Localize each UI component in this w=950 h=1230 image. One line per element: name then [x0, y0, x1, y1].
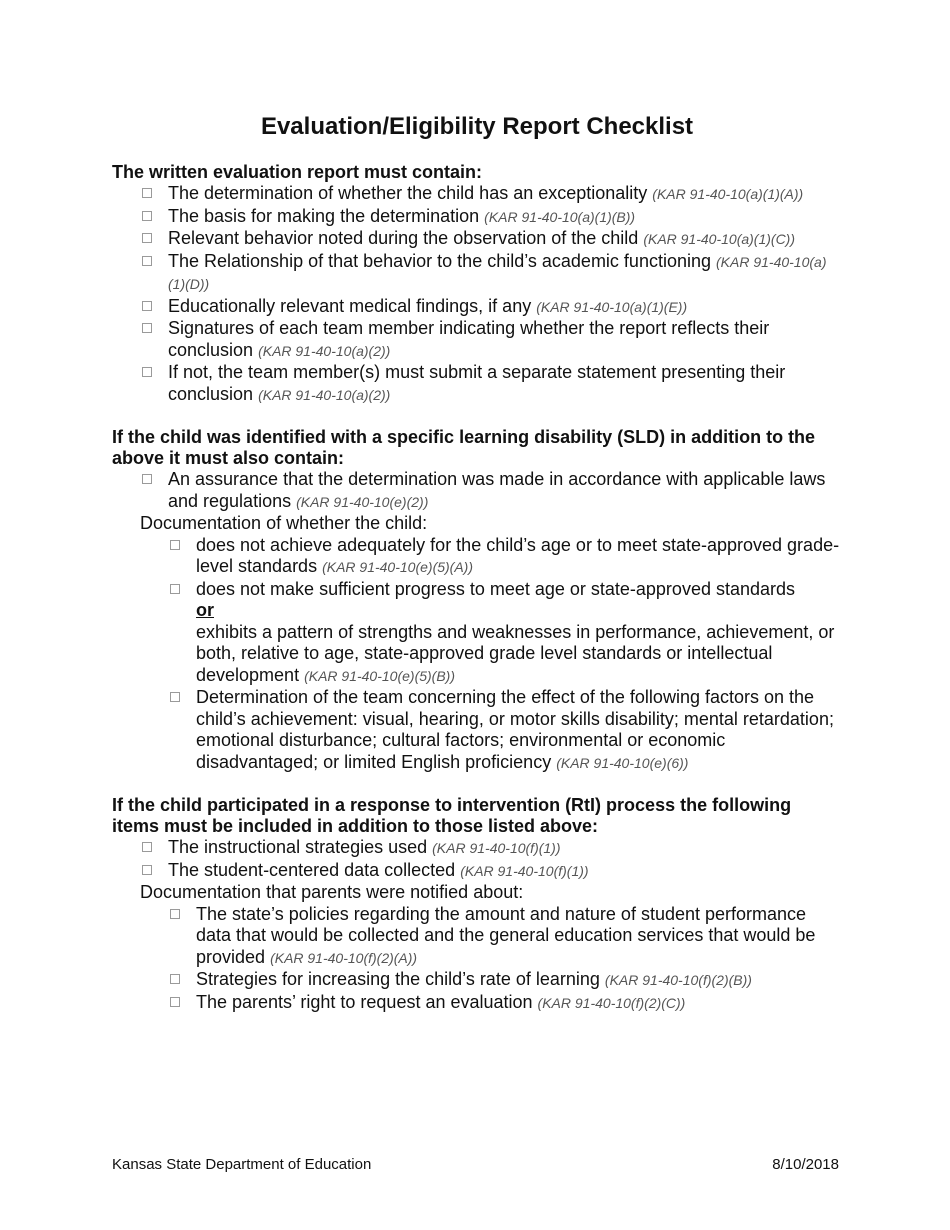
checklist-item — [112, 579, 842, 688]
item-text: does not make sufficient progress to meet age or state-approved standards — [196, 578, 796, 599]
checkbox[interactable] — [170, 997, 180, 1007]
item-text: The Relationship of that behavior to the child’s academic functioning — [168, 250, 716, 271]
citation: (KAR 91-40-10(a)(1)(B)) — [484, 208, 636, 225]
checkbox[interactable] — [142, 301, 152, 311]
section2-list — [112, 469, 842, 774]
citation: (KAR 91-40-10(a)(1)(D)) — [168, 253, 827, 292]
checklist-item — [112, 837, 842, 860]
document-page — [112, 112, 842, 1014]
or-connector: or — [196, 600, 214, 620]
section3-heading: If the child participated in a response to intervention (RtI) process the following items must be included in addition to those listed above: — [112, 795, 792, 836]
item-text: Determination of the team concerning the effect of the following factors on the child’s achievement: visual, hearing, or motor skills disability; mental retardation; emotional disturbance; cultural factors; environmental or economic disadvantaged; or limited English proficiency — [196, 687, 834, 772]
checkbox[interactable] — [142, 842, 152, 852]
citation: (KAR 91-40-10(a)(1)(A)) — [652, 186, 804, 202]
citation: (KAR 91-40-10(f)(2)(C)) — [537, 994, 686, 1011]
page-title: Evaluation/Eligibility Report Checklist — [260, 113, 694, 140]
item-text-alternate: exhibits a pattern of strengths and weaknesses in performance, achievement, or both, relative to age, state-approved grade level standards or intellectual development — [196, 621, 835, 685]
citation: (KAR 91-40-10(e)(2)) — [296, 493, 429, 510]
section1-heading: The written evaluation report must contain: — [112, 162, 483, 182]
item-text: The state’s policies regarding the amount and nature of student performance data that would be collected and the general education services that would be provided — [196, 903, 816, 967]
checkbox[interactable] — [170, 974, 180, 984]
checklist-item — [112, 904, 842, 970]
checkbox[interactable] — [142, 211, 152, 221]
checkbox[interactable] — [170, 584, 180, 594]
item-text: If not, the team member(s) must submit a separate statement presenting their conclusion — [168, 362, 786, 404]
checkbox[interactable] — [142, 367, 152, 377]
item-text: Strategies for increasing the child’s rate of learning — [196, 969, 605, 989]
checkbox[interactable] — [142, 865, 152, 875]
checklist-item — [112, 318, 842, 362]
citation: (KAR 91-40-10(a)(1)(C)) — [643, 231, 796, 247]
citation: (KAR 91-40-10(f)(1)) — [432, 840, 561, 856]
documentation-label: Documentation of whether the child: — [140, 513, 428, 533]
checkbox[interactable] — [142, 233, 152, 243]
page-footer — [112, 1156, 839, 1173]
checklist-item — [112, 206, 842, 229]
item-text: The determination of whether the child has an exceptionality — [168, 183, 653, 203]
section1-list — [112, 183, 842, 406]
citation: (KAR 91-40-10(a)(1)(E)) — [536, 298, 688, 315]
item-text: Signatures of each team member indicating whether the report reflects their conclusion — [168, 318, 770, 360]
checklist-item — [112, 296, 842, 319]
checklist-item — [112, 183, 842, 206]
checklist-item — [112, 535, 842, 579]
citation: (KAR 91-40-10(e)(5)(B)) — [304, 667, 456, 684]
checkbox[interactable] — [170, 909, 180, 919]
footer-date: 8/10/2018 — [772, 1156, 839, 1173]
checklist-item — [112, 992, 842, 1015]
checkbox[interactable] — [142, 474, 152, 484]
citation: (KAR 91-40-10(f)(2)(B)) — [604, 972, 752, 988]
item-text: The parents’ right to request an evaluation — [196, 991, 538, 1012]
checklist-item — [112, 469, 842, 513]
section3-list — [112, 837, 842, 1014]
item-text: The instructional strategies used — [168, 837, 433, 857]
checkbox[interactable] — [170, 540, 180, 550]
checklist-item — [112, 687, 842, 774]
item-text: does not achieve adequately for the child’s age or to meet state-approved grade-level standards — [196, 534, 840, 576]
item-text: The basis for making the determination — [168, 205, 485, 226]
section2-heading: If the child was identified with a specific learning disability (SLD) in addition to the above it must also contain: — [112, 427, 816, 468]
checkbox[interactable] — [142, 256, 152, 266]
citation: (KAR 91-40-10(e)(5)(A)) — [322, 559, 474, 575]
item-text: Relevant behavior noted during the observation of the child — [168, 228, 644, 248]
item-text: Educationally relevant medical findings, if any — [168, 295, 537, 316]
item-text: An assurance that the determination was made in accordance with applicable laws and regulations — [168, 469, 826, 511]
citation: (KAR 91-40-10(a)(2)) — [258, 386, 391, 403]
checklist-item — [112, 860, 842, 883]
checkbox[interactable] — [170, 692, 180, 702]
checklist-item — [112, 969, 842, 992]
checkbox[interactable] — [142, 188, 152, 198]
citation: (KAR 91-40-10(a)(2)) — [258, 342, 391, 359]
citation: (KAR 91-40-10(f)(2)(A)) — [270, 949, 418, 966]
checklist-item — [112, 251, 842, 296]
citation: (KAR 91-40-10(f)(1)) — [460, 862, 589, 879]
citation: (KAR 91-40-10(e)(6)) — [556, 754, 689, 771]
checklist-item — [112, 362, 842, 406]
footer-organization: Kansas State Department of Education — [112, 1156, 372, 1173]
checklist-item — [112, 228, 842, 251]
item-text: The student-centered data collected — [168, 859, 461, 880]
checkbox[interactable] — [142, 323, 152, 333]
documentation-label: Documentation that parents were notified about: — [140, 882, 524, 902]
